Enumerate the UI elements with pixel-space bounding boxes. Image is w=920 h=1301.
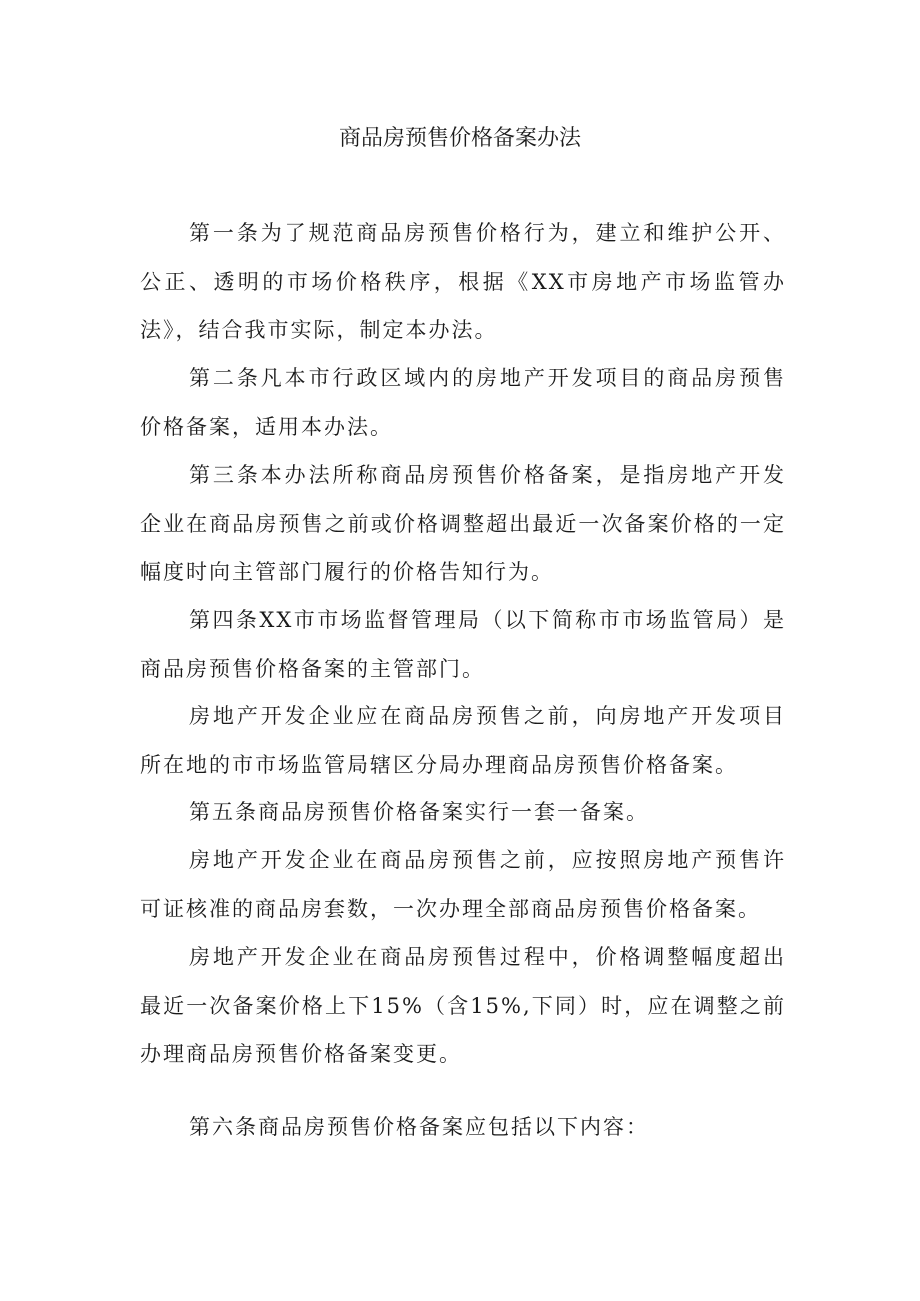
article-1-paragraph: 第一条为了规范商品房预售价格行为，建立和维护公开、公正、透明的市场价格秩序，根据《XX市房地产市场监管办法》，结合我市实际，制定本办法。: [140, 221, 786, 342]
document-title: 商品房预售价格备案办法: [338, 126, 581, 151]
article-4-paragraph: 第四条XX市市场监督管理局（以下简称市市场监管局）是商品房预售价格备案的主管部门。: [140, 608, 786, 681]
article-3-paragraph: 第三条本办法所称商品房预售价格备案，是指房地产开发企业在商品房预售之前或价格调整超出最近一次备案价格的一定幅度时向主管部门履行的价格告知行为。: [140, 463, 786, 584]
article-6-paragraph: 第六条商品房预售价格备案应包括以下内容：: [189, 1115, 649, 1139]
article-5-clause-2-paragraph: 房地产开发企业在商品房预售过程中，价格调整幅度超出最近一次备案价格上下15%（含15%,下同）时，应在调整之前办理商品房预售价格备案变更。: [140, 945, 786, 1066]
article-5-clause-1-paragraph: 房地产开发企业在商品房预售之前，应按照房地产预售许可证核准的商品房套数，一次办理全部商品房预售价格备案。: [140, 848, 786, 921]
article-2-paragraph: 第二条凡本市行政区域内的房地产开发项目的商品房预售价格备案，适用本办法。: [140, 366, 786, 439]
article-5-paragraph: 第五条商品房预售价格备案实行一套一备案。: [189, 800, 649, 824]
article-4-clause-paragraph: 房地产开发企业应在商品房预售之前，向房地产开发项目所在地的市市场监管局辖区分局办理商品房预售价格备案。: [140, 704, 786, 777]
